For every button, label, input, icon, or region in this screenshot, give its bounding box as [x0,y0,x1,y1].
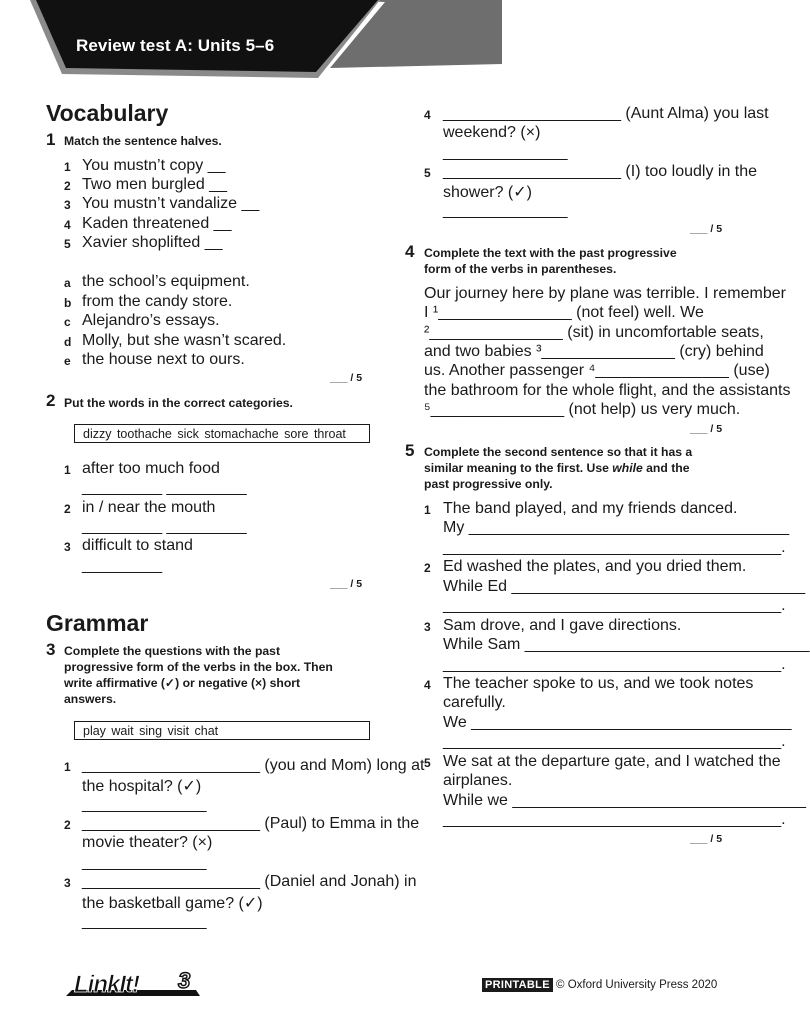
question-2-instruction: Put the words in the correct categories. [64,396,293,410]
grammar-heading: Grammar [46,610,149,636]
q1-item-number: 4 [64,218,71,232]
q3-verb-box: play wait sing visit chat [74,721,370,740]
q3-item-number: 2 [64,818,71,832]
q4-text-line[interactable]: and two babies ³_______________ (cry) behind [424,343,764,360]
svg-text:LinkIt!: LinkIt! [74,971,139,998]
q5-answer-line[interactable]: We ____________________________________ [443,714,792,731]
q3-item-line[interactable]: ____________________ (you and Mom) long at [82,757,425,774]
q5-instruction-emphasis: while [612,461,643,475]
q4-score: ___ / 5 [690,423,723,435]
q3-instruction-line: Complete the questions with the past [64,644,281,658]
logo-graphic [60,968,210,1000]
q5-instruction-line: Complete the second sentence so that it has a [424,445,693,459]
q3-instruction-line: progressive form of the verbs in the box. Then [64,660,333,674]
q5-answer-line[interactable]: While we _________________________________ [443,792,806,809]
q4-text-line: the bathroom for the whole flight, and the assistants [424,382,791,399]
q2-answer-blank[interactable]: _________ _________ [82,518,247,535]
q5-answer-line[interactable]: ______________________________________. [443,656,786,673]
q4-text-line[interactable]: ²_______________ (sit) in uncomfortable seats, [424,324,764,341]
q3-item-line: movie theater? (×) [82,834,213,851]
q4-instruction-line: Complete the text with the past progressive [424,246,677,260]
q2-word-box: dizzy toothache sick stomachache sore throat [74,424,370,443]
q4-instruction-line: form of the verbs in parentheses. [424,262,617,276]
q3-score: ___ / 5 [690,223,723,235]
q3-item-number: 5 [424,166,431,180]
q3-item-line: weekend? (×) [443,124,541,141]
q4-text-line: Our journey here by plane was terrible. I remember [424,285,786,302]
q3-item-number: 1 [64,760,71,774]
q5-instruction-part: similar meaning to the first. Use [424,461,613,475]
q1-answer-letter: c [64,315,71,329]
q5-item-line: We sat at the departure gate, and I watched the [443,753,781,770]
q1-answer-text: Alejandro’s essays. [82,312,220,329]
q5-item-line: The band played, and my friends danced. [443,500,738,517]
q4-text-line[interactable]: ⁵_______________ (not help) us very much. [424,401,741,418]
question-1-instruction: Match the sentence halves. [64,134,222,148]
q5-answer-line[interactable]: ______________________________________. [443,539,786,556]
q1-item-text: Two men burgled __ [82,176,227,193]
q1-answer-letter: b [64,296,72,310]
q5-instruction-part: and the [642,461,690,475]
q4-text-line[interactable]: us. Another passenger ⁴_______________ (use) [424,362,770,379]
q3-item-line: the basketball game? (✓) [82,895,263,912]
q2-score: ___ / 5 [330,578,363,590]
printable-badge: PRINTABLE [482,978,553,992]
q5-score: ___ / 5 [690,833,723,845]
q2-item-number: 2 [64,502,71,516]
q1-item-text: Xavier shoplifted __ [82,234,223,251]
q1-answer-letter: d [64,335,72,349]
copyright-text: © Oxford University Press 2020 [556,979,718,991]
question-3-number: 3 [46,640,56,659]
q5-instruction-line: past progressive only. [424,477,553,491]
test-title: Review test A: Units 5–6 [76,36,275,55]
q2-item-text: difficult to stand [82,537,193,554]
q1-answer-text: the house next to ours. [82,351,245,368]
svg-text:3: 3 [178,968,191,993]
q2-item-number: 1 [64,463,71,477]
header-banner [0,0,768,100]
q3-item-line: the hospital? (✓) [82,778,202,795]
q5-item-line: The teacher spoke to us, and we took notes [443,675,754,692]
vocabulary-heading: Vocabulary [46,100,169,126]
q5-item-line: Sam drove, and I gave directions. [443,617,682,634]
link-it-logo [60,968,210,1000]
q1-item-number: 2 [64,179,71,193]
q1-answer-text: Molly, but she wasn’t scared. [82,332,287,349]
q1-answer-text: the school’s equipment. [82,273,250,290]
q3-answer-blank[interactable]: ______________ [82,913,207,930]
q2-item-text: in / near the mouth [82,499,216,516]
q3-answer-blank[interactable]: ______________ [443,202,568,219]
q1-item-text: You mustn’t vandalize __ [82,195,260,212]
q5-answer-line[interactable]: While Sam ________________________________ [443,636,810,653]
q5-item-line: carefully. [443,694,506,711]
q3-answer-blank[interactable]: ______________ [82,796,207,813]
q2-answer-blank[interactable]: _________ [82,557,163,574]
q3-item-line: shower? (✓) [443,184,532,201]
q3-answer-blank[interactable]: ______________ [82,854,207,871]
q5-item-line: airplanes. [443,772,513,789]
q3-instruction-line: answers. [64,692,117,706]
q5-item-number: 5 [424,756,431,770]
q2-item-number: 3 [64,540,71,554]
q1-item-text: Kaden threatened __ [82,215,232,232]
q5-answer-line[interactable]: While Ed _________________________________ [443,578,806,595]
q3-item-number: 3 [64,876,71,890]
q3-item-line[interactable]: ____________________ (Paul) to Emma in the [82,815,420,832]
q5-answer-line[interactable]: ______________________________________. [443,597,786,614]
q4-text-line[interactable]: I ¹_______________ (not feel) well. We [424,304,704,321]
q5-item-line: Ed washed the plates, and you dried them. [443,558,747,575]
q3-answer-blank[interactable]: ______________ [443,144,568,161]
q1-item-number: 1 [64,160,71,174]
q3-item-line[interactable]: ____________________ (Aunt Alma) you last [443,105,769,122]
q3-item-line[interactable]: ____________________ (Daniel and Jonah) in [82,873,417,890]
question-4-number: 4 [405,242,415,261]
q5-item-number: 1 [424,503,431,517]
q2-answer-blank[interactable]: _________ _________ [82,479,247,496]
q5-answer-line[interactable]: ______________________________________. [443,733,786,750]
q5-item-number: 2 [424,561,431,575]
q3-item-number: 4 [424,108,431,122]
q2-item-text: after too much food [82,460,220,477]
q1-answer-letter: e [64,354,71,368]
q5-answer-line[interactable]: My ____________________________________ [443,519,790,536]
q3-instruction-line: write affirmative (✓) or negative (×) short [64,676,301,690]
q1-score: ___ / 5 [330,372,363,384]
q5-answer-line[interactable]: ______________________________________. [443,811,786,828]
question-2-number: 2 [46,391,56,410]
q1-answer-text: from the candy store. [82,293,233,310]
q1-answer-letter: a [64,276,71,290]
q3-item-line[interactable]: ____________________ (I) too loudly in the [443,163,758,180]
q1-item-text: You mustn’t copy __ [82,157,226,174]
q5-instruction-line [424,460,690,476]
footer-copyright-bar [482,979,717,991]
question-5-number: 5 [405,441,415,460]
q1-item-number: 3 [64,198,71,212]
q1-item-number: 5 [64,237,71,251]
q5-item-number: 4 [424,678,431,692]
q5-item-number: 3 [424,620,431,634]
question-1-number: 1 [46,130,56,149]
